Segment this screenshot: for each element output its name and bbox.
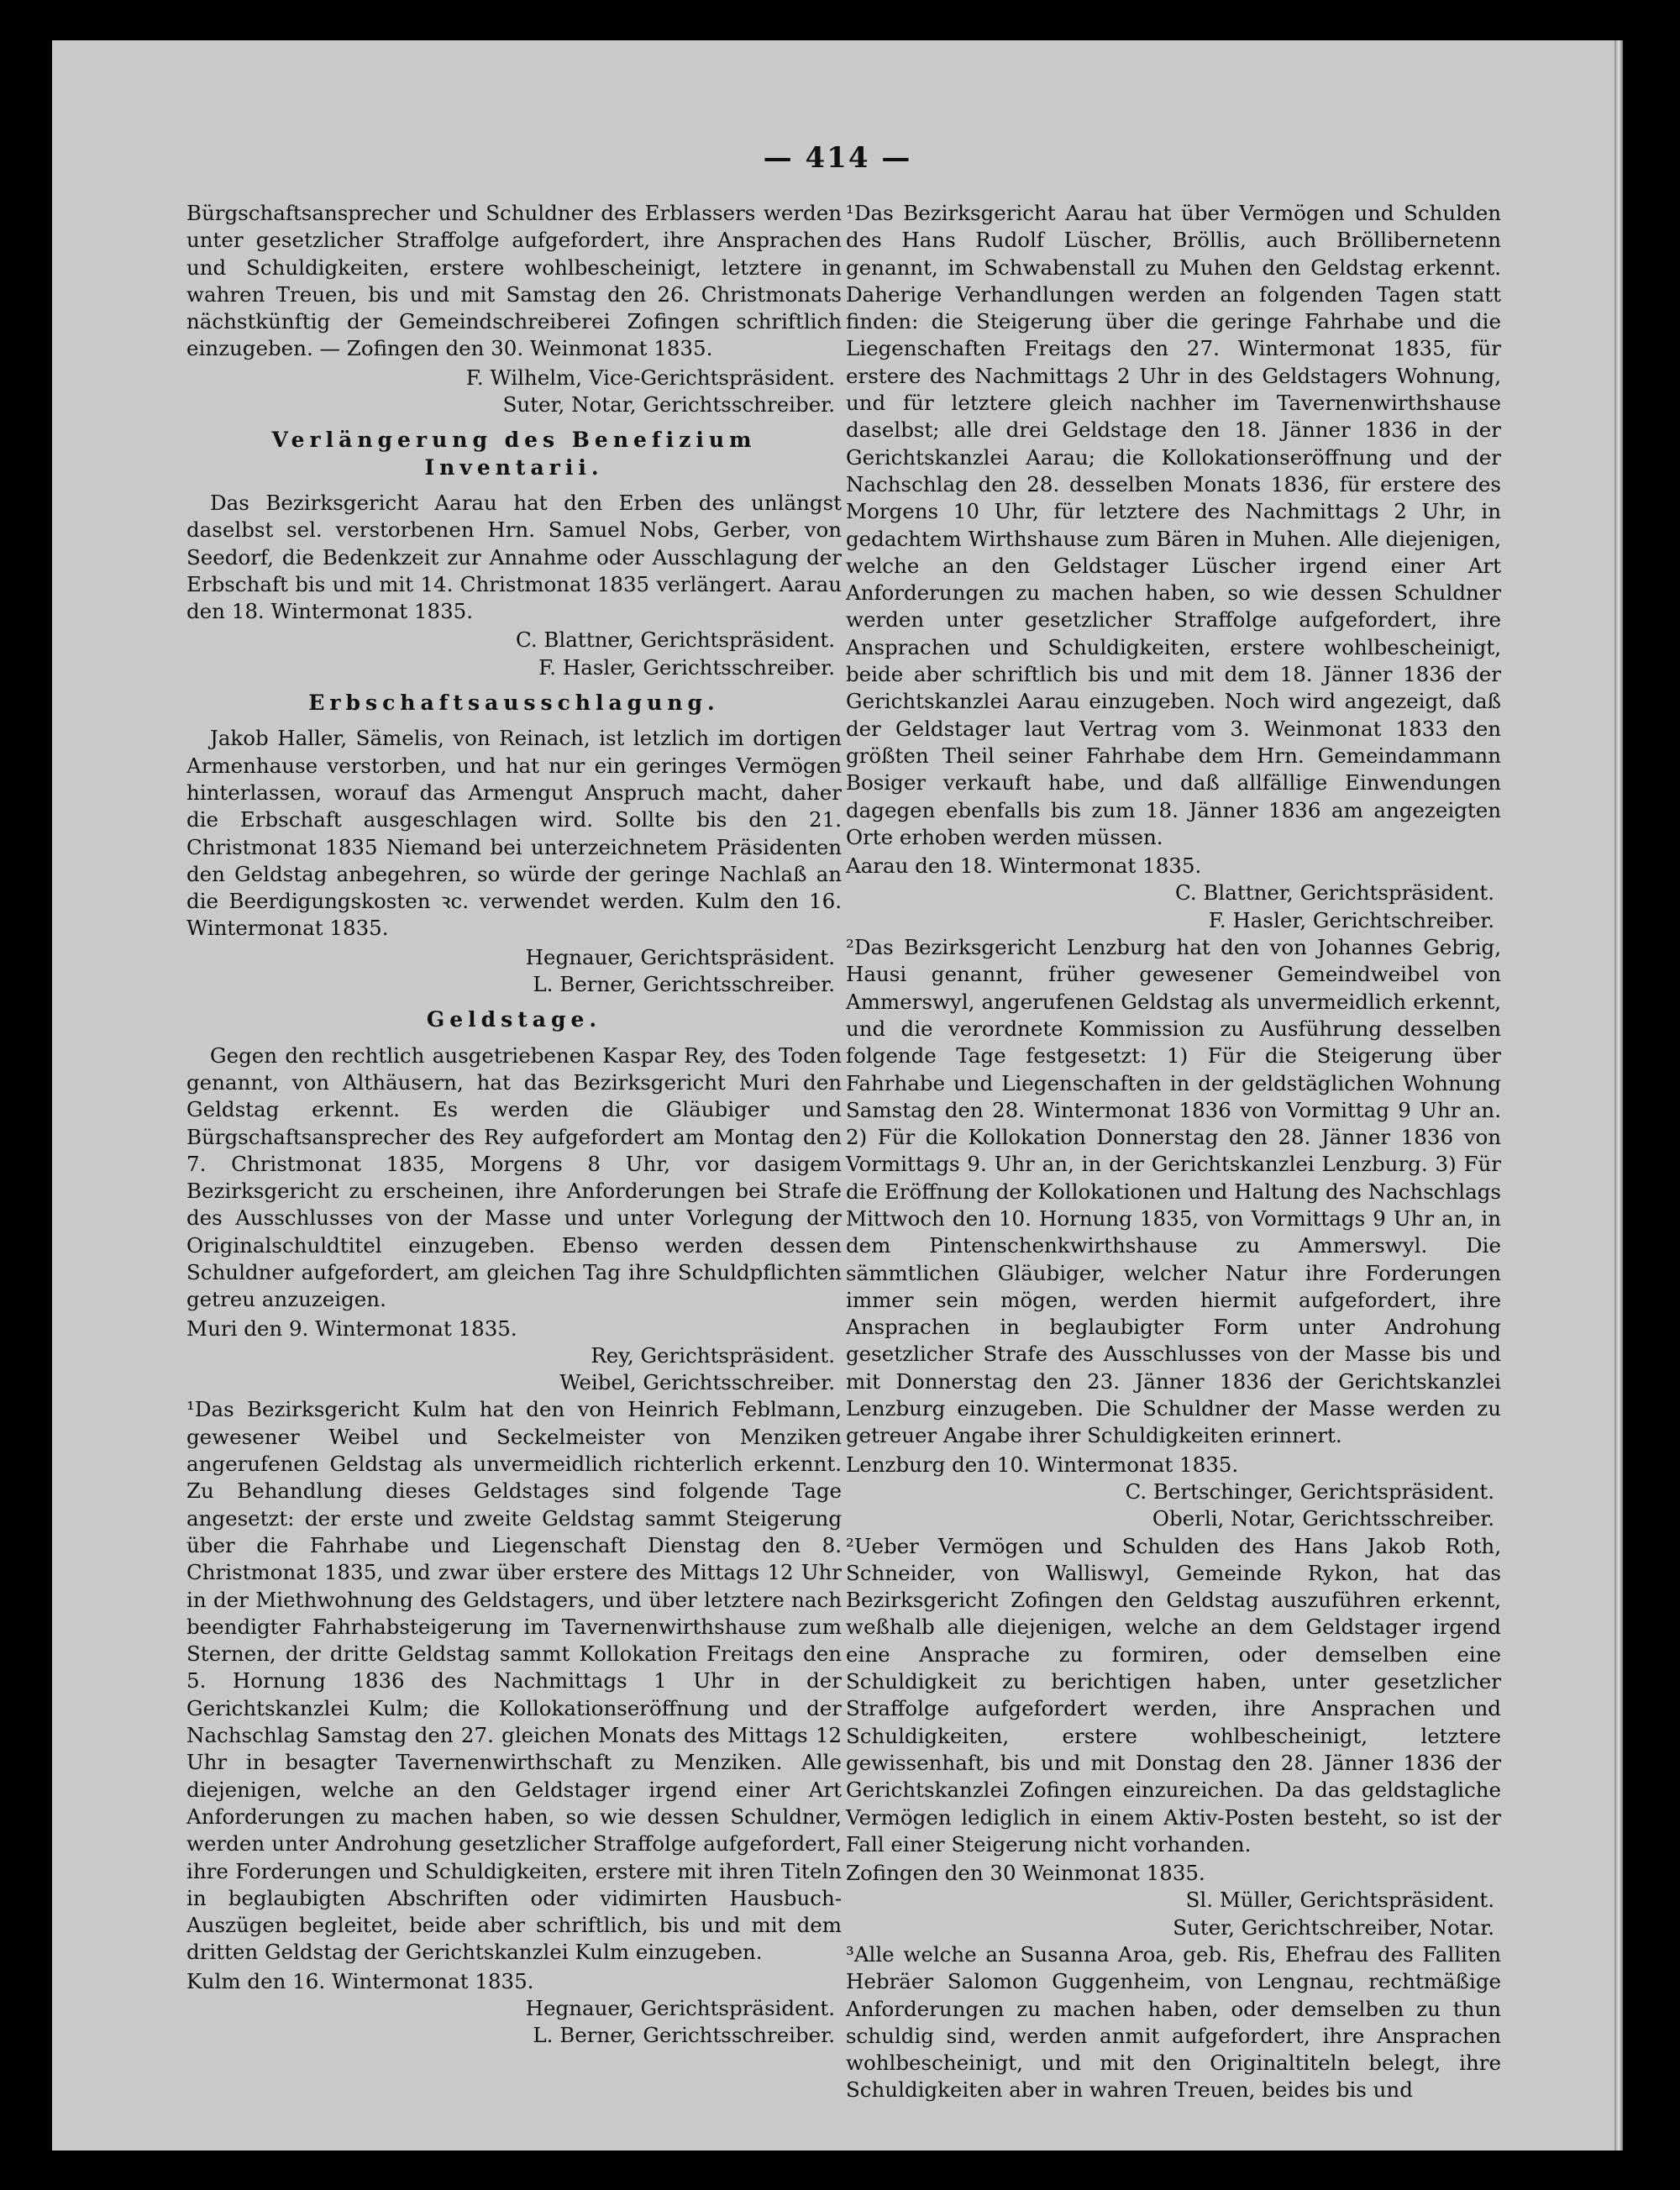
date-line: Zofingen den 30 Weinmonat 1835.	[846, 1861, 1205, 1886]
page	[52, 40, 1623, 2151]
section-heading: Verlängerung des Benefizium Inventarii.	[271, 428, 757, 480]
paragraph: ³Alle welche an Susanna Aroa, geb. Ris, Ehefrau des Falliten Hebräer Salomon Guggenheim, von Lengnau, rechtmäßige Anforderungen zu machen haben, oder demselben zu thun schuldig sind, werden anmit aufgefordert, ihre Ansprachen wohlbescheinigt, und mit den Originaltiteln belegt, ihre Schuldigkeiten aber in wahren Treuen, beides bis und	[846, 1942, 1501, 2103]
signature: C. Blattner, Gerichtspräsident.	[1174, 880, 1494, 906]
page-number: — 414 —	[763, 141, 912, 175]
paragraph: ²Das Bezirksgericht Lenzburg hat den von Johannes Gebrig, Hausi genannt, früher gewesener Gemeindweibel von Ammerswyl, angerufenen Geldstag als unvermeidlich erkennt, und die verordnete Kommission zu Ausführung desselben folgende Tage festgesetzt: 1) Für die Steigerung über Fahrhabe und Liegenschaften in der geldstäglichen Wohnung Samstag den 28. Wintermonat 1836 von Vormittag 9 Uhr an. 2) Für die Kollokation Donnerstag den 28. Jänner 1836 von Vormittags 9. Uhr an, in der Gerichtskanzlei Lenzburg. 3) Für die Eröffnung der Kollokationen und Haltung des Nachschlags Mittwoch den 10. Hornung 1835, von Vormittags 9 Uhr an, in dem Pintenschenkwirthshause zu Ammerswyl. Die sämmtlichen Gläubiger, welcher Natur ihre Forderungen immer sein mögen, werden hiermit aufgefordert, ihre Ansprachen in beglaubigter Form unter Androhung gesetzlicher Strafe des Ausschlusses von der Masse bis und mit Donnerstag den 23. Jänner 1836 der Gerichtskanzlei Lenzburg einzugeben. Die Schuldner der Masse werden zu getreuer Angabe ihrer Schuldigkeiten erinnert.	[846, 935, 1501, 1448]
paragraph: ¹Das Bezirksgericht Kulm hat den von Heinrich Feblmann, gewesener Weibel und Seckelmeister von Menziken angerufenen Geldstag als unvermeidlich richterlich erkennt. Zu Behandlung dieses Geldstages sind folgende Tage angesetzt: der erste und zweite Geldstag sammt Steigerung über die Fahrhabe und Liegenschaft Dienstag den 8. Christmonat 1835, und zwar über erstere des Mittags 12 Uhr in der Miethwohnung des Geldstagers, und über letztere nach beendigter Fahrhabsteigerung im Tavernenwirthshause zum Sternen, der dritte Geldstag sammt Kollokation Freitags den 5. Hornung 1836 des Nachmittags 1 Uhr in der Gerichtskanzlei Kulm; die Kollokationseröffnung und der Nachschlag Samstag den 27. gleichen Monats des Mittags 12 Uhr in besagter Tavernenwirthschaft zu Menziken. Alle diejenigen, welche an den Geldstager irgend einer Art Anforderungen zu machen haben, so wie dessen Schuldner, werden unter Androhung gesetzlicher Straffolge aufgefordert, ihre Forderungen und Schuldigkeiten, erstere mit ihren Titeln in beglaubigten Abschriften oder vidimirten Hausbuch-Auszügen begleitet, beide aber schriftlich, bis und mit dem dritten Geldstag der Gerichtskanzlei Kulm einzugeben.	[186, 1397, 842, 1965]
section-heading: Erbschaftsausschlagung.	[308, 691, 720, 716]
paragraph: Gegen den rechtlich ausgetriebenen Kaspar Rey, des Toden genannt, von Althäusern, hat das Bezirksgericht Muri den Geldstag erkennt. Es werden die Gläubiger und Bürgschaftsansprecher des Rey aufgefordert am Montag den 7. Christmonat 1835, Morgens 8 Uhr, vor dasigem Bezirksgericht zu erscheinen, ihre Anforderungen bei Strafe des Ausschlusses von der Masse und unter Vorlegung der Originalschuldtitel einzugeben. Ebenso werden dessen Schuldner aufgefordert, am gleichen Tag ihre Schuldpflichten getreu anzuzeigen.	[186, 1042, 842, 1312]
signature: C. Blattner, Gerichtspräsident.	[515, 628, 835, 653]
signature: Sl. Müller, Gerichtspräsident.	[1185, 1888, 1494, 1913]
signature: C. Bertschinger, Gerichtspräsident.	[1125, 1478, 1494, 1504]
signature: F. Hasler, Gerichtschreiber.	[1208, 907, 1494, 932]
left-column	[186, 200, 842, 2050]
signature: L. Berner, Gerichtsschreiber.	[533, 972, 835, 997]
signature: F. Wilhelm, Vice-Gerichtspräsident.	[465, 365, 835, 390]
signature: Rey, Gerichtspräsident.	[591, 1342, 835, 1368]
paragraph: Das Bezirksgericht Aarau hat den Erben des unlängst daselbst sel. verstorbenen Hrn. Samuel Nobs, Gerber, von Seedorf, die Bedenkzeit zur Annahme oder Ausschlagung der Erbschaft bis und mit 14. Christmonat 1835 verlängert. Aarau den 18. Wintermonat 1835.	[186, 490, 842, 624]
date-line: Muri den 9. Wintermonat 1835.	[186, 1316, 517, 1341]
page-spine	[1614, 40, 1623, 2151]
date-line: Kulm den 16. Wintermonat 1835.	[186, 1968, 534, 1993]
paragraph: ¹Das Bezirksgericht Aarau hat über Vermögen und Schulden des Hans Rudolf Lüscher, Bröllis, auch Bröllibernetenn genannt, im Schwabenstall zu Muhen den Geldstag erkennt. Daherige Verhandlungen werden an folgenden Tagen statt finden: die Steigerung über die geringe Fahrhabe und die Liegenschaften Freitags den 27. Wintermonat 1835, für erstere des Nachmittags 2 Uhr in des Geldstagers Wohnung, und für letztere gleich nachher im Tavernenwirthshause daselbst; alle drei Geldstage den 18. Jänner 1836 in der Gerichtskanzlei Aarau; die Kollokationseröffnung und der Nachschlag den 28. desselben Monats 1836, für erstere des Morgens 10 Uhr, für letztere des Nachmittags 2 Uhr, in gedachtem Wirthshause zum Bären in Muhen. Alle diejenigen, welche an den Geldstager Lüscher irgend einer Art Anforderungen zu machen haben, so wie dessen Schuldner werden unter gesetzlicher Straffolge aufgefordert, ihre Ansprachen und Schuldigkeiten, erstere wohlbescheinigt, beide aber schriftlich bis und mit dem 18. Jänner 1836 der Gerichtskanzlei Aarau einzugeben. Noch wird angezeigt, daß der Geldstager laut Vertrag vom 3. Weinmonat 1833 den größten Theil seiner Fahrhabe dem Hrn. Gemeindammann Bosiger verkauft habe, und daß allfällige Einwendungen dagegen ebenfalls bis zum 18. Jänner 1836 am angezeigten Orte erhoben werden müssen.	[846, 201, 1501, 849]
signature: Suter, Gerichtschreiber, Notar.	[1173, 1914, 1494, 1940]
signature: Suter, Notar, Gerichtsschreiber.	[502, 392, 835, 418]
date-line: Aarau den 18. Wintermonat 1835.	[846, 853, 1202, 879]
date-line: Lenzburg den 10. Wintermonat 1835.	[846, 1452, 1239, 1477]
signature: L. Berner, Gerichtsschreiber.	[533, 2023, 835, 2048]
right-column	[846, 200, 1501, 2106]
signature: Hegnauer, Gerichtspräsident.	[525, 1996, 835, 2020]
paragraph: Jakob Haller, Sämelis, von Reinach, ist letzlich im dortigen Armenhause verstorben, und hat nur ein geringes Vermögen hinterlassen, worauf das Armengut Anspruch macht, daher die Erbschaft ausgeschlagen wird. Sollte bis den 21. Christmonat 1835 Niemand bei unterzeichnetem Präsidenten den Geldstag anbegehren, so würde der geringe Nachlaß an die Beerdigungskosten ꝛc. verwendet werden. Kulm den 16. Wintermonat 1835.	[186, 726, 842, 941]
signature: F. Hasler, Gerichtsschreiber.	[538, 654, 835, 680]
paragraph: Bürgschaftsansprecher und Schuldner des Erblassers werden unter gesetzlicher Straffolge aufgefordert, ihre Ansprachen und Schuldigkeiten, erstere wohlbescheinigt, letztere in wahren Treuen, bis und mit Samstag den 26. Christmonats nächstkünftig der Gemeindschreiberei Zofingen schriftlich einzugeben. — Zofingen den 30. Weinmonat 1835.	[186, 201, 842, 361]
section-heading: Geldstage.	[426, 1007, 602, 1032]
signature: Oberli, Notar, Gerichtsschreiber.	[1152, 1506, 1494, 1531]
paragraph: ²Ueber Vermögen und Schulden des Hans Jakob Roth, Schneider, von Walliswyl, Gemeinde Rykon, hat das Bezirksgericht Zofingen den Geldstag auszuführen erkennt, weßhalb alle diejenigen, welche an dem Geldstager irgend eine Ansprache zu formiren, oder demselben eine Schuldigkeit zu berichtigen haben, unter gesetzlicher Straffolge aufgefordert werden, ihre Ansprachen und Schuldigkeiten, erstere wohlbescheinigt, letztere gewissenhaft, bis und mit Donstag den 28. Jänner 1836 der Gerichtskanzlei Zofingen einzureichen. Da das geldstagliche Vermögen lediglich in einem Aktiv-Posten besteht, so ist der Fall einer Steigerung nicht vorhanden.	[846, 1533, 1501, 1857]
signature: Hegnauer, Gerichtspräsident.	[525, 944, 835, 969]
signature: Weibel, Gerichtsschreiber.	[559, 1370, 835, 1395]
